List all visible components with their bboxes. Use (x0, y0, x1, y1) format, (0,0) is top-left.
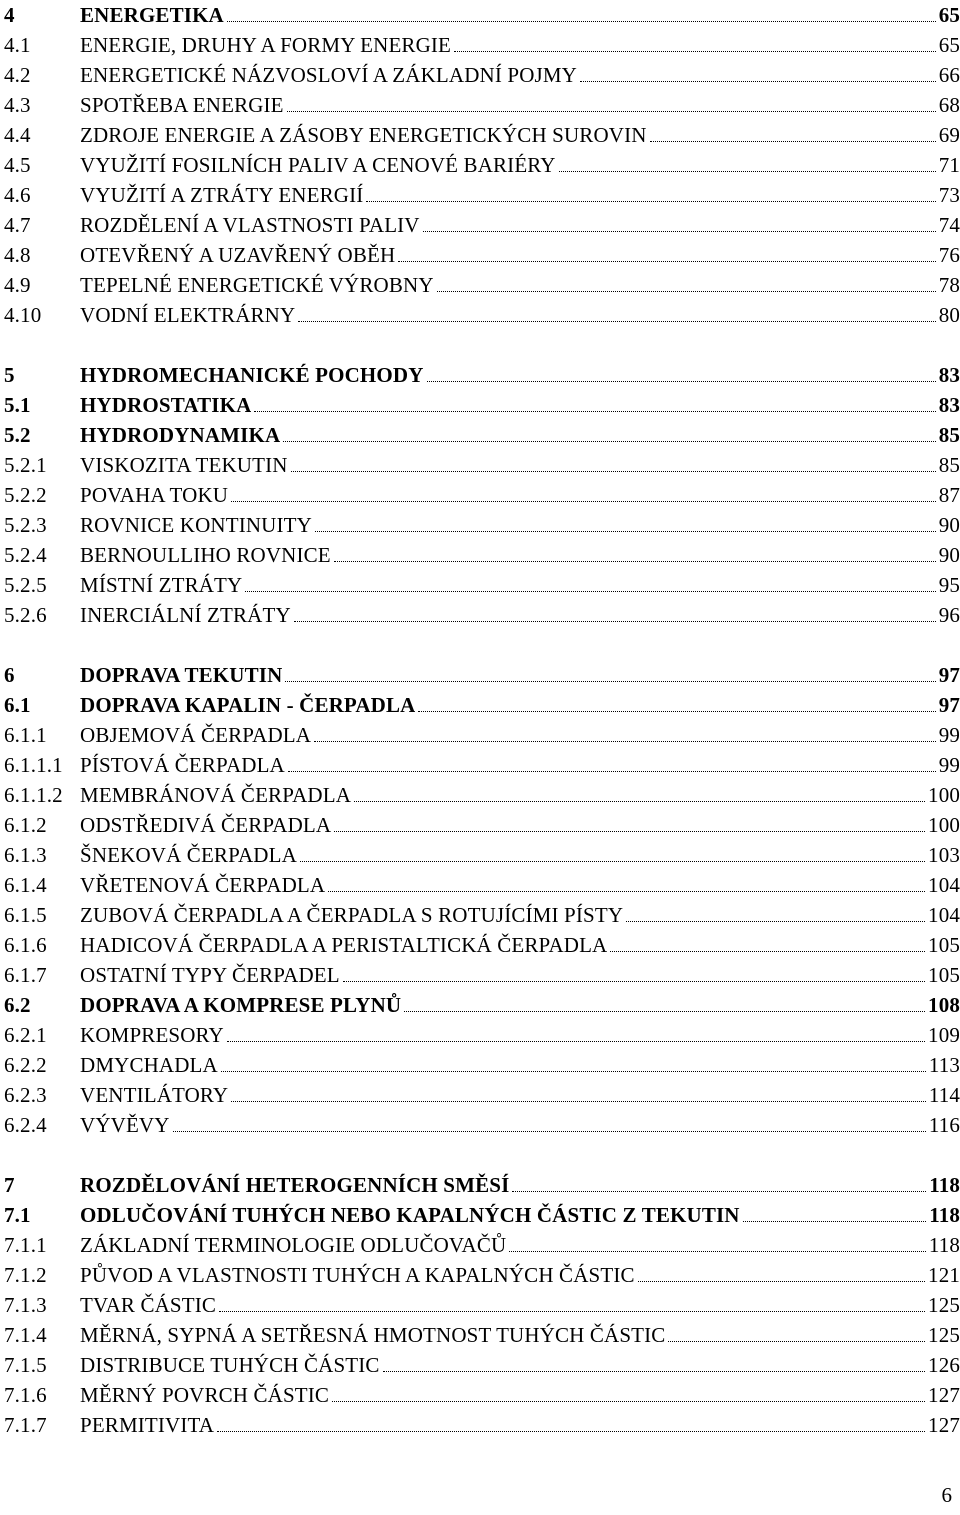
toc-entry-title: ZUBOVÁ ČERPADLA A ČERPADLA S ROTUJÍCÍMI PÍSTY (80, 903, 624, 927)
toc-entry-title: SPOTŘEBA ENERGIE (80, 93, 284, 117)
dot-leader (610, 931, 925, 952)
toc-entry-page: 99 (938, 723, 960, 747)
toc-entry-title: DISTRIBUCE TUHÝCH ČÁSTIC (80, 1353, 380, 1377)
toc-entry-title: ENERGIE, DRUHY A FORMY ENERGIE (80, 33, 452, 57)
toc-entry-page: 99 (938, 753, 960, 777)
toc-entry-page: 125 (928, 1293, 960, 1317)
toc-section (4, 1170, 960, 1440)
toc-entry-page: 97 (938, 693, 960, 717)
toc-entry (4, 1380, 960, 1410)
toc-entry-title: MĚRNÝ POVRCH ČÁSTIC (80, 1383, 330, 1407)
toc-entry-title: ENERGETIKA (80, 3, 224, 27)
dot-leader (418, 691, 935, 712)
toc-entry-title: PERMITIVITA (80, 1413, 215, 1437)
toc-entry-title: KOMPRESORY (80, 1023, 224, 1047)
toc-entry (4, 1230, 960, 1260)
toc-section (4, 360, 960, 630)
dot-leader (173, 1111, 926, 1132)
toc-entry-number: 6.2.3 (4, 1083, 47, 1107)
toc-entry-page: 76 (938, 243, 960, 267)
toc-entry-title: HADICOVÁ ČERPADLA A PERISTALTICKÁ ČERPADLA (80, 933, 608, 957)
toc-entry-page: 85 (938, 423, 960, 447)
toc-entry-number: 6 (4, 663, 15, 687)
toc-entry-page: 126 (928, 1353, 960, 1377)
page-number: 6 (941, 1483, 952, 1507)
toc-entry (4, 840, 960, 870)
toc-entry-page: 100 (928, 783, 960, 807)
dot-leader (559, 151, 936, 172)
toc-entry-title: OBJEMOVÁ ČERPADLA (80, 723, 312, 747)
toc-entry-title: ROZDĚLENÍ A VLASTNOSTI PALIV (80, 213, 420, 237)
toc-entry (4, 420, 960, 450)
toc-entry-page: 103 (928, 843, 960, 867)
toc-entry-title: VENTILÁTORY (80, 1083, 229, 1107)
toc-entry-page: 97 (938, 663, 960, 687)
toc-entry-page: 80 (938, 303, 960, 327)
toc-entry-page: 105 (928, 933, 960, 957)
toc-entry (4, 1350, 960, 1380)
toc-entry-title: DMYCHADLA (80, 1053, 218, 1077)
toc-entry (4, 300, 960, 330)
dot-leader (245, 571, 935, 592)
toc-entry-title: MEMBRÁNOVÁ ČERPADLA (80, 783, 352, 807)
toc-entry-number: 5.2.6 (4, 603, 47, 627)
toc-entry-title: POVAHA TOKU (80, 483, 229, 507)
toc-entry-page: 90 (938, 513, 960, 537)
toc-entry-number: 5.2.5 (4, 573, 47, 597)
toc-entry-number: 7.1.4 (4, 1323, 47, 1347)
toc-entry-number: 7.1.2 (4, 1263, 47, 1287)
toc-entry-number: 6.1.1 (4, 723, 47, 747)
dot-leader (334, 541, 936, 562)
dot-leader (227, 1021, 925, 1042)
dot-leader (509, 1231, 926, 1252)
toc-entry-title: BERNOULLIHO ROVNICE (80, 543, 331, 567)
toc-entry-title: VŘETENOVÁ ČERPADLA (80, 873, 326, 897)
toc-entry (4, 690, 960, 720)
toc-entry (4, 270, 960, 300)
toc-entry (4, 570, 960, 600)
toc-entry-title: VÝVĚVY (80, 1113, 170, 1137)
toc-entry-number: 7.1 (4, 1203, 31, 1227)
toc-entry-number: 4.3 (4, 93, 31, 117)
toc-entry-title: PÍSTOVÁ ČERPADLA (80, 753, 285, 777)
table-of-contents (4, 0, 960, 1470)
toc-entry (4, 1260, 960, 1290)
dot-leader (650, 121, 936, 142)
toc-entry (4, 600, 960, 630)
toc-entry-title: ROZDĚLOVÁNÍ HETEROGENNÍCH SMĚSÍ (80, 1173, 510, 1197)
dot-leader (231, 1081, 926, 1102)
toc-entry (4, 390, 960, 420)
toc-entry-number: 6.2 (4, 993, 31, 1017)
dot-leader (580, 61, 936, 82)
toc-entry-number: 4.6 (4, 183, 31, 207)
toc-entry (4, 930, 960, 960)
toc-entry-number: 5.2 (4, 423, 31, 447)
toc-entry-number: 4.8 (4, 243, 31, 267)
dot-leader (328, 871, 925, 892)
toc-entry-page: 95 (938, 573, 960, 597)
toc-entry-number: 7.1.3 (4, 1293, 47, 1317)
toc-entry-title: ODLUČOVÁNÍ TUHÝCH NEBO KAPALNÝCH ČÁSTIC Z TEKUTIN (80, 1203, 740, 1227)
toc-entry-number: 4.7 (4, 213, 31, 237)
toc-entry-title: OSTATNÍ TYPY ČERPADEL (80, 963, 340, 987)
toc-entry (4, 960, 960, 990)
dot-leader (437, 271, 936, 292)
dot-leader (334, 811, 925, 832)
toc-entry-title: ŠNEKOVÁ ČERPADLA (80, 843, 297, 867)
toc-entry-page: 118 (929, 1173, 960, 1197)
toc-entry-number: 6.1.4 (4, 873, 47, 897)
toc-entry-page: 90 (938, 543, 960, 567)
toc-entry (4, 990, 960, 1020)
toc-entry-number: 5.2.4 (4, 543, 47, 567)
toc-entry (4, 120, 960, 150)
toc-entry (4, 870, 960, 900)
dot-leader (454, 31, 936, 52)
dot-leader (398, 241, 935, 262)
dot-leader (298, 301, 935, 322)
toc-entry-page: 104 (928, 873, 960, 897)
toc-entry-title: HYDRODYNAMIKA (80, 423, 281, 447)
toc-entry-title: DOPRAVA TEKUTIN (80, 663, 283, 687)
toc-entry (4, 540, 960, 570)
toc-entry (4, 90, 960, 120)
toc-entry (4, 450, 960, 480)
toc-entry-page: 100 (928, 813, 960, 837)
toc-entry-number: 6.1.2 (4, 813, 47, 837)
toc-entry-title: ODSTŘEDIVÁ ČERPADLA (80, 813, 332, 837)
toc-entry-page: 65 (938, 3, 960, 27)
toc-entry-page: 85 (938, 453, 960, 477)
dot-leader (219, 1291, 925, 1312)
toc-entry-title: VYUŽITÍ FOSILNÍCH PALIV A CENOVÉ BARIÉRY (80, 153, 556, 177)
toc-entry-title: PŮVOD A VLASTNOSTI TUHÝCH A KAPALNÝCH ČÁSTIC (80, 1263, 635, 1287)
toc-entry-page: 116 (928, 1113, 960, 1137)
toc-entry (4, 1290, 960, 1320)
toc-entry-title: TVAR ČÁSTIC (80, 1293, 217, 1317)
dot-leader (512, 1171, 926, 1192)
toc-entry-number: 4 (4, 3, 15, 27)
toc-entry-title: INERCIÁLNÍ ZTRÁTY (80, 603, 291, 627)
toc-entry-page: 83 (938, 393, 960, 417)
toc-entry-page: 87 (938, 483, 960, 507)
toc-entry (4, 780, 960, 810)
toc-entry-page: 66 (938, 63, 960, 87)
toc-entry-number: 6.1.1.1 (4, 753, 63, 777)
toc-entry (4, 1320, 960, 1350)
toc-entry-number: 7.1.6 (4, 1383, 47, 1407)
toc-entry-title: VYUŽITÍ A ZTRÁTY ENERGIÍ (80, 183, 364, 207)
toc-entry-page: 108 (928, 993, 960, 1017)
toc-entry (4, 480, 960, 510)
toc-entry (4, 1170, 960, 1200)
toc-entry-number: 6.1.3 (4, 843, 47, 867)
toc-entry (4, 360, 960, 390)
dot-leader (217, 1411, 925, 1432)
toc-entry (4, 1080, 960, 1110)
toc-entry (4, 60, 960, 90)
toc-entry-number: 7.1.5 (4, 1353, 47, 1377)
toc-entry (4, 180, 960, 210)
toc-entry-number: 5.2.3 (4, 513, 47, 537)
dot-leader (343, 961, 925, 982)
dot-leader (294, 601, 936, 622)
toc-entry-title: ENERGETICKÉ NÁZVOSLOVÍ A ZÁKLADNÍ POJMY (80, 63, 577, 87)
toc-entry-page: 127 (928, 1413, 960, 1437)
toc-entry-title: MÍSTNÍ ZTRÁTY (80, 573, 243, 597)
toc-entry (4, 900, 960, 930)
toc-entry-page: 127 (928, 1383, 960, 1407)
dot-leader (231, 481, 936, 502)
toc-entry-number: 5.1 (4, 393, 31, 417)
toc-entry-number: 7.1.7 (4, 1413, 47, 1437)
toc-entry-number: 6.2.2 (4, 1053, 47, 1077)
toc-entry (4, 1110, 960, 1140)
toc-entry-number: 6.2.4 (4, 1113, 47, 1137)
toc-entry (4, 1200, 960, 1230)
toc-entry-title: VISKOZITA TEKUTIN (80, 453, 288, 477)
dot-leader (288, 751, 936, 772)
toc-entry-title: ZDROJE ENERGIE A ZÁSOBY ENERGETICKÝCH SUROVIN (80, 123, 647, 147)
toc-entry-number: 6.2.1 (4, 1023, 47, 1047)
toc-entry-number: 4.9 (4, 273, 31, 297)
toc-entry-title: HYDROSTATIKA (80, 393, 252, 417)
toc-entry-title: ZÁKLADNÍ TERMINOLOGIE ODLUČOVAČŮ (80, 1233, 507, 1257)
dot-leader (254, 391, 935, 412)
dot-leader (287, 91, 936, 112)
toc-entry-page: 65 (938, 33, 960, 57)
toc-entry (4, 210, 960, 240)
dot-leader (332, 1381, 925, 1402)
toc-entry-number: 5 (4, 363, 15, 387)
toc-entry-number: 4.1 (4, 33, 31, 57)
toc-entry-page: 113 (928, 1053, 960, 1077)
toc-entry-page: 78 (938, 273, 960, 297)
toc-entry-number: 6.1.1.2 (4, 783, 63, 807)
toc-entry-page: 104 (928, 903, 960, 927)
dot-leader (221, 1051, 926, 1072)
toc-entry (4, 1410, 960, 1440)
toc-entry-title: TEPELNÉ ENERGETICKÉ VÝROBNY (80, 273, 434, 297)
dot-leader (283, 421, 935, 442)
toc-entry (4, 1050, 960, 1080)
dot-leader (366, 181, 935, 202)
toc-entry (4, 750, 960, 780)
toc-entry-page: 109 (928, 1023, 960, 1047)
toc-section (4, 0, 960, 330)
toc-entry (4, 510, 960, 540)
toc-entry-number: 7 (4, 1173, 15, 1197)
dot-leader (227, 1, 936, 22)
dot-leader (668, 1321, 925, 1342)
toc-entry-number: 6.1.7 (4, 963, 47, 987)
toc-entry (4, 1020, 960, 1050)
toc-entry (4, 720, 960, 750)
toc-entry-page: 114 (928, 1083, 960, 1107)
dot-leader (285, 661, 935, 682)
toc-entry-number: 4.5 (4, 153, 31, 177)
dot-leader (291, 451, 936, 472)
toc-entry (4, 0, 960, 30)
toc-entry-page: 96 (938, 603, 960, 627)
toc-entry-number: 4.2 (4, 63, 31, 87)
toc-entry-number: 6.1 (4, 693, 31, 717)
toc-section (4, 660, 960, 1140)
dot-leader (300, 841, 925, 862)
dot-leader (427, 361, 936, 382)
toc-entry-title: DOPRAVA KAPALIN - ČERPADLA (80, 693, 416, 717)
toc-entry (4, 660, 960, 690)
toc-entry-number: 6.1.6 (4, 933, 47, 957)
toc-entry-page: 105 (928, 963, 960, 987)
toc-entry-page: 118 (929, 1203, 960, 1227)
toc-entry-number: 5.2.2 (4, 483, 47, 507)
toc-entry-page: 125 (928, 1323, 960, 1347)
toc-entry-number: 4.10 (4, 303, 42, 327)
toc-entry-page: 68 (938, 93, 960, 117)
toc-entry-title: HYDROMECHANICKÉ POCHODY (80, 363, 424, 387)
toc-entry-title: OTEVŘENÝ A UZAVŘENÝ OBĚH (80, 243, 396, 267)
toc-entry (4, 30, 960, 60)
toc-entry (4, 150, 960, 180)
dot-leader (743, 1201, 927, 1222)
toc-entry-page: 69 (938, 123, 960, 147)
toc-entry-page: 83 (938, 363, 960, 387)
toc-entry-number: 6.1.5 (4, 903, 47, 927)
dot-leader (314, 721, 936, 742)
toc-entry (4, 240, 960, 270)
toc-entry-title: VODNÍ ELEKTRÁRNY (80, 303, 296, 327)
toc-entry-page: 71 (938, 153, 960, 177)
dot-leader (423, 211, 936, 232)
dot-leader (383, 1351, 925, 1372)
toc-entry (4, 810, 960, 840)
toc-entry-title: MĚRNÁ, SYPNÁ A SETŘESNÁ HMOTNOST TUHÝCH ČÁSTIC (80, 1323, 666, 1347)
dot-leader (404, 991, 925, 1012)
toc-entry-page: 118 (928, 1233, 960, 1257)
toc-entry-page: 74 (938, 213, 960, 237)
toc-entry-number: 7.1.1 (4, 1233, 47, 1257)
dot-leader (626, 901, 925, 922)
toc-entry-number: 5.2.1 (4, 453, 47, 477)
toc-entry-number: 4.4 (4, 123, 31, 147)
toc-entry-page: 73 (938, 183, 960, 207)
dot-leader (354, 781, 925, 802)
dot-leader (315, 511, 936, 532)
toc-entry-title: ROVNICE KONTINUITY (80, 513, 312, 537)
dot-leader (638, 1261, 925, 1282)
toc-entry-title: DOPRAVA A KOMPRESE PLYNŮ (80, 993, 402, 1017)
toc-entry-page: 121 (928, 1263, 960, 1287)
